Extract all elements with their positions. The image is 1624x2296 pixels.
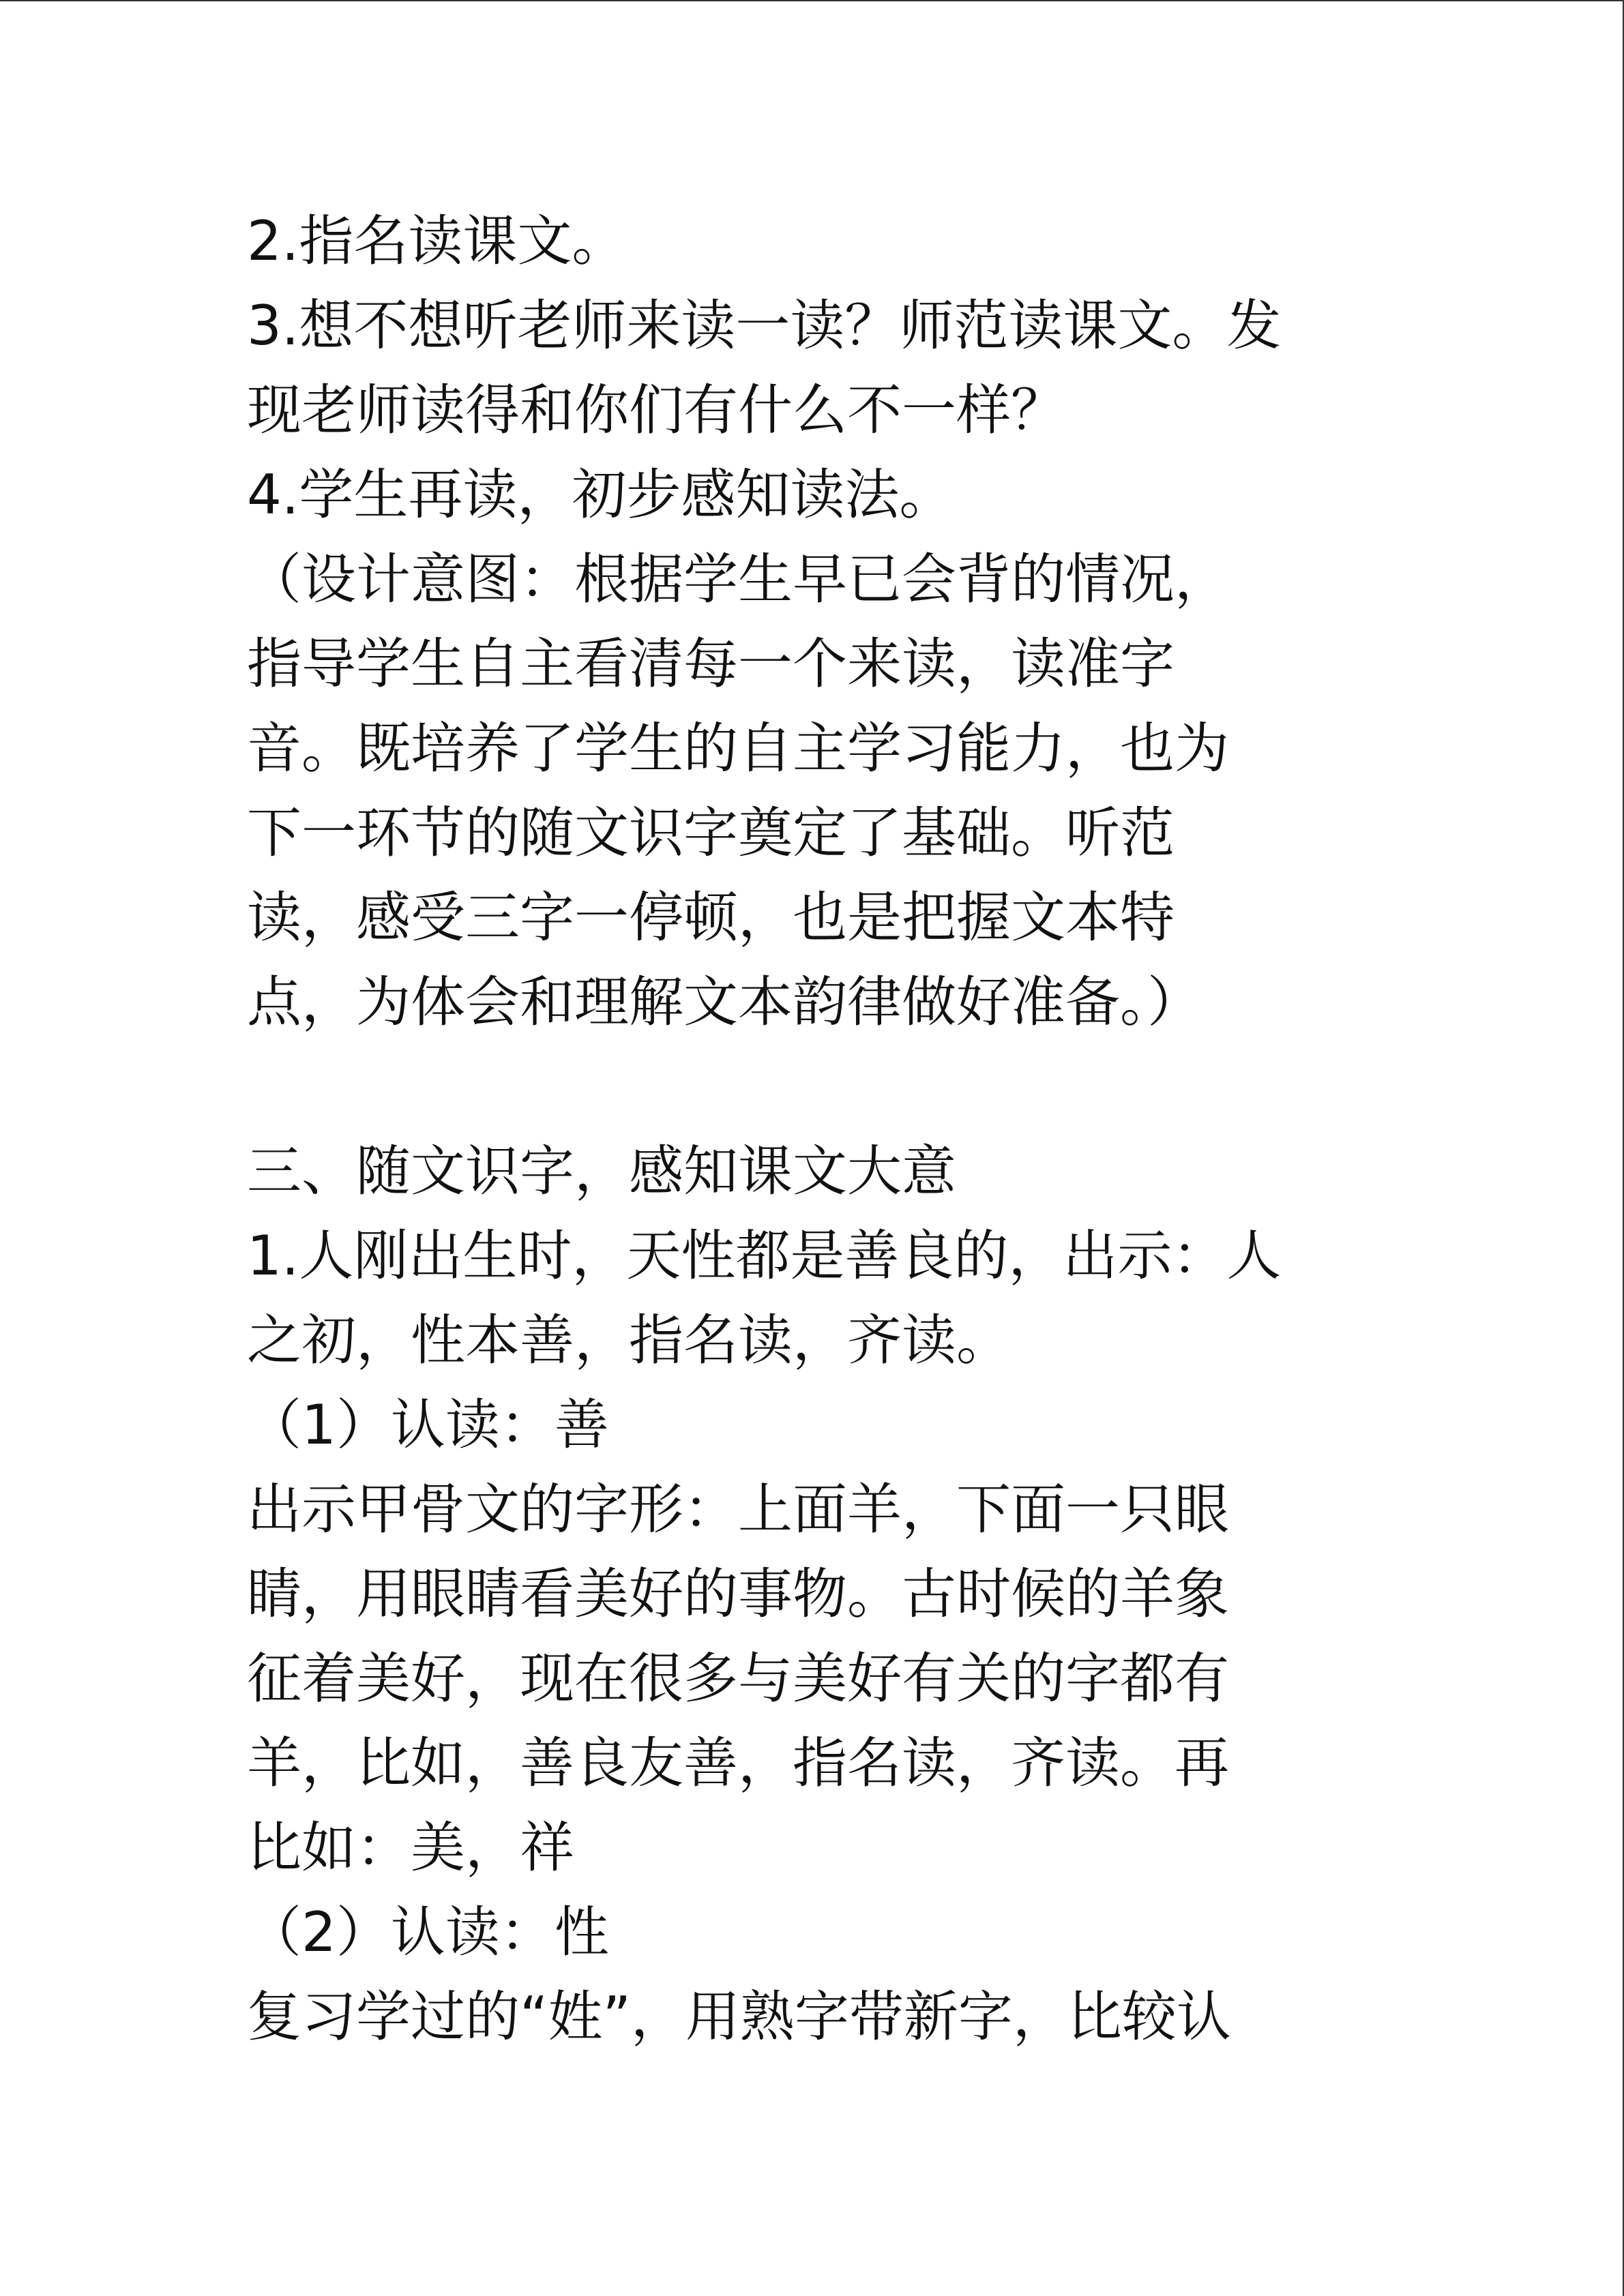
text-line: 指导学生自主看清每一个来读，读准字: [247, 632, 1175, 696]
text-line: 2.指名读课文。: [247, 209, 627, 273]
subheading: （1）认读：善: [247, 1393, 609, 1457]
text-line: 复习学过的“姓”，用熟字带新字，比较认: [247, 1985, 1231, 2048]
text-line: 睛，用眼睛看美好的事物。古时候的羊象: [247, 1562, 1229, 1626]
text-line: 读，感受三字一停顿，也是把握文本特: [247, 886, 1175, 949]
text-line: 比如：美，祥: [247, 1816, 574, 1879]
text-line: 羊，比如，善良友善，指名读，齐读。再: [247, 1731, 1229, 1795]
subheading: （2）认读：性: [247, 1900, 609, 1964]
text-line: 音。既培养了学生的自主学习能力，也为: [247, 717, 1229, 780]
text-line: 1.人刚出生时，天性都是善良的，出示：人: [247, 1224, 1282, 1287]
text-line: 之初，性本善，指名读，齐读。: [247, 1309, 1011, 1372]
text-line: 现老师读得和你们有什么不一样？: [247, 378, 1065, 442]
body-text: [247, 199, 1393, 2059]
text-line: 征着美好，现在很多与美好有关的字都有: [247, 1647, 1229, 1710]
design-intent-line: （设计意图：根据学生早已会背的情况，: [247, 548, 1229, 611]
blank-line: [247, 1045, 1393, 1129]
text-line: 点，为体会和理解文本韵律做好准备。）: [247, 970, 1202, 1034]
text-line: 4.学生再读，初步感知读法。: [247, 463, 954, 526]
text-line: 出示甲骨文的字形：上面羊，下面一只眼: [247, 1478, 1229, 1541]
text-line: 3.想不想听老师来读一读？师范读课文。发: [247, 294, 1282, 357]
section-heading: 三、随文识字，感知课文大意: [247, 1139, 956, 1203]
text-line: 下一环节的随文识字奠定了基础。听范: [247, 801, 1175, 865]
